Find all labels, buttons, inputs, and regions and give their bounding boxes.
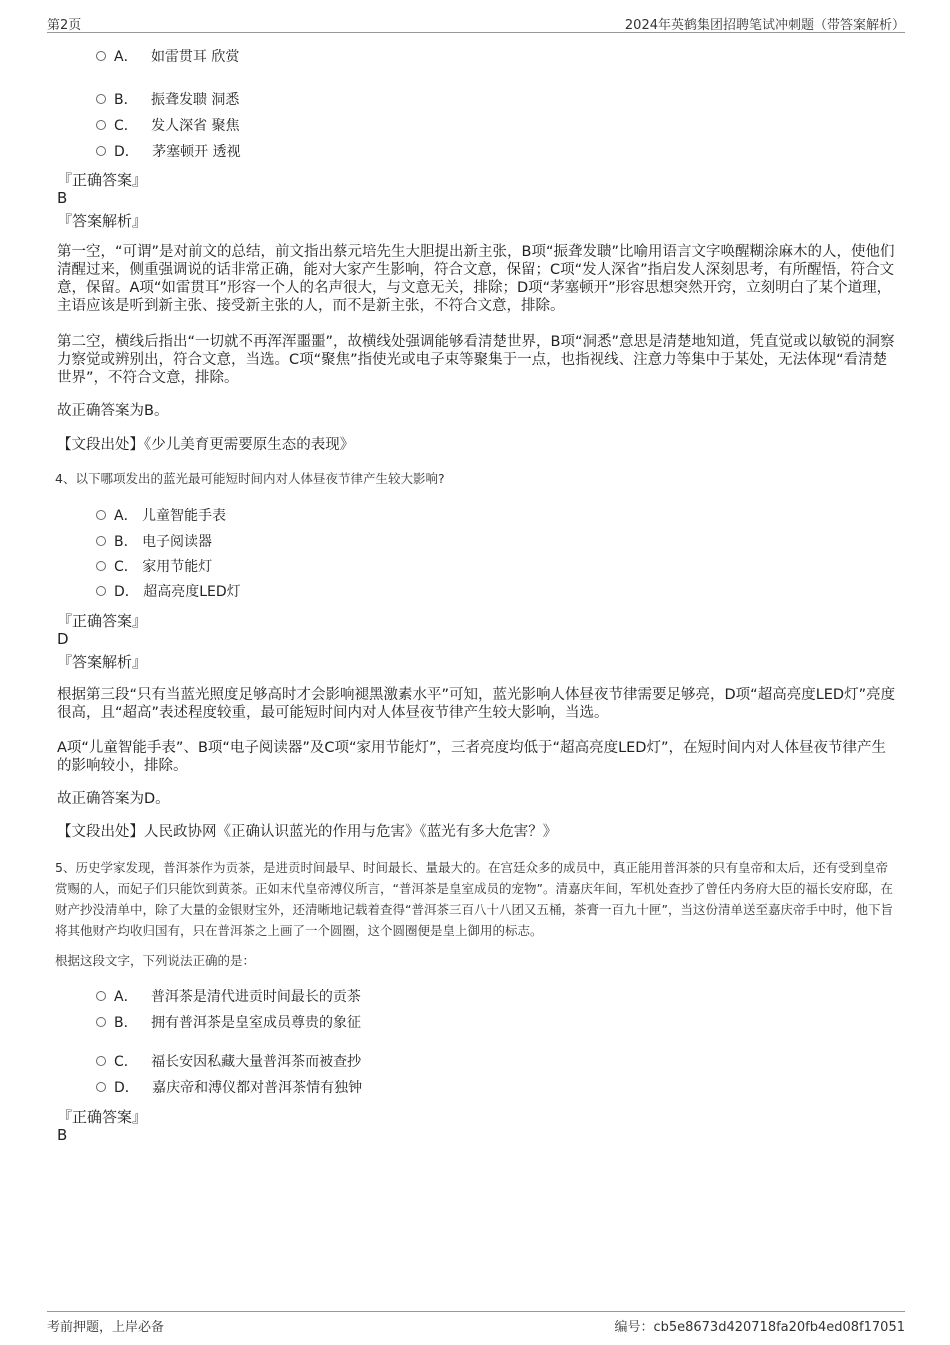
q4-analysis-para-1: 根据第三段“只有当蓝光照度足够高时才会影响褪黑激素水平”可知，蓝光影响人体昼夜节律需要足够亮，D项“超高亮度LED灯”亮度很高，且“超高”表述程度较重，最可能短时间内对人体昼夜节律产生较大影响，当选。 bbox=[57, 687, 896, 721]
q5-prompt: 根据这段文字，下列说法正确的是： bbox=[55, 953, 256, 968]
radio-icon[interactable] bbox=[96, 51, 106, 61]
q3-option-b[interactable]: B． 振聋发聩 洞悉 bbox=[96, 90, 239, 110]
q3-option-a[interactable]: A． 如雷贯耳 欣赏 bbox=[96, 47, 239, 67]
radio-icon[interactable] bbox=[96, 536, 106, 546]
page-number: 第2页 bbox=[47, 18, 82, 33]
q4-answer: D bbox=[57, 630, 69, 648]
document-id: 编号：cb5e8673d420718fa20fb4ed08f17051 bbox=[614, 1320, 905, 1335]
q3-option-c[interactable]: C． 发人深省 聚焦 bbox=[96, 116, 240, 136]
page-footer bbox=[47, 1311, 905, 1342]
q3-analysis-para-2: 第二空，横线后指出“一切就不再浑浑噩噩”，故横线处强调能够看清楚世界，B项“洞悉”意思是清楚地知道，凭直觉或以敏锐的洞察力察觉或辨别出，符合文意，当选。C项“聚焦”指使光或电子束等聚集于一点，也指视线、注意力等集中于某处，无法体现“看清楚世界”，不符合文意，排除。 bbox=[57, 334, 895, 386]
q4-answer-label: 『正确答案』 bbox=[57, 612, 148, 630]
q4-conclusion: 故正确答案为D。 bbox=[57, 791, 170, 807]
radio-icon[interactable] bbox=[96, 120, 106, 130]
page-header bbox=[47, 10, 905, 33]
q5-option-d[interactable]: D． 嘉庆帝和溥仪都对普洱茶情有独钟 bbox=[96, 1078, 362, 1098]
q5-option-b[interactable]: B． 拥有普洱茶是皇室成员尊贵的象征 bbox=[96, 1013, 361, 1033]
radio-icon[interactable] bbox=[96, 94, 106, 104]
radio-icon[interactable] bbox=[96, 1017, 106, 1027]
q5-answer-label: 『正确答案』 bbox=[57, 1108, 148, 1126]
radio-icon[interactable] bbox=[96, 1082, 106, 1092]
radio-icon[interactable] bbox=[96, 510, 106, 520]
q5-option-a[interactable]: A． 普洱茶是清代进贡时间最长的贡茶 bbox=[96, 987, 361, 1007]
q3-conclusion: 故正确答案为B。 bbox=[57, 403, 169, 419]
q4-question: 4、以下哪项发出的蓝光最可能短时间内对人体昼夜节律产生较大影响? bbox=[55, 471, 445, 486]
q5-question: 5、历史学家发现，普洱茶作为贡茶，是进贡时间最早、时间最长、量最大的。在宫廷众多的成员中，真正能用普洱茶的只有皇帝和太后，还有受到皇帝赏赐的人，而妃子们只能饮到黄茶。正如末代皇帝溥仪所言，“普洱茶是皇室成员的宠物”。清嘉庆年间，军机处查抄了曾任内务府大臣的福长安府邸，在财产抄没清单中，除了大量的金银财宝外，还清晰地记载着查得“普洱茶三百八十八团又五桶，茶膏一百九十匣”，当这份清单送至嘉庆帝手中时，他下旨将其他财产均收归国有，只在普洱茶之上画了一个圆圈，这个圆圈便是皇上御用的标志。 bbox=[55, 860, 893, 938]
q3-source: 【文段出处】《少儿美育更需要原生态的表现》 bbox=[57, 437, 355, 453]
q4-analysis-para-2: A项“儿童智能手表”、B项“电子阅读器”及C项“家用节能灯”，三者亮度均低于“超高亮度LED灯”，在短时间内对人体昼夜节律产生的影响较小，排除。 bbox=[57, 740, 886, 774]
q4-source: 【文段出处】人民政协网《正确认识蓝光的作用与危害》《蓝光有多大危害？》 bbox=[57, 824, 558, 840]
q5-answer: B bbox=[57, 1126, 68, 1144]
q3-answer: B bbox=[57, 189, 68, 207]
footer-slogan: 考前押题，上岸必备 bbox=[47, 1320, 165, 1335]
q4-analysis-label: 『答案解析』 bbox=[57, 653, 148, 671]
q4-option-a[interactable]: A． 儿童智能手表 bbox=[96, 506, 226, 526]
radio-icon[interactable] bbox=[96, 1056, 106, 1066]
document-title: 2024年英鹤集团招聘笔试冲刺题（带答案解析） bbox=[624, 18, 905, 33]
q4-option-c[interactable]: C． 家用节能灯 bbox=[96, 557, 212, 577]
q3-analysis-para-1: 第一空，“可谓”是对前文的总结，前文指出蔡元培先生大胆提出新主张，B项“振聋发聩”比喻用语言文字唤醒糊涂麻木的人，使他们清醒过来，侧重强调说的话非常正确，能对大家产生影响，符合文意，保留；C项“发人深省”指启发人深刻思考，有所醒悟，符合文意，保留。A项“如雷贯耳”形容一个人的名声很大，与文意无关，排除；D项“茅塞顿开”形容思想突然开窍，立刻明白了某个道理，主语应该是听到新主张、接受新主张的人，而不是新主张，不符合文意，排除。 bbox=[57, 244, 895, 314]
radio-icon[interactable] bbox=[96, 146, 106, 156]
q3-answer-label: 『正确答案』 bbox=[57, 171, 148, 189]
radio-icon[interactable] bbox=[96, 561, 106, 571]
q4-option-b[interactable]: B． 电子阅读器 bbox=[96, 532, 212, 552]
q3-analysis-label: 『答案解析』 bbox=[57, 212, 148, 230]
q4-option-d[interactable]: D． 超高亮度LED灯 bbox=[96, 582, 241, 602]
q5-option-c[interactable]: C． 福长安因私藏大量普洱茶而被查抄 bbox=[96, 1052, 361, 1072]
q3-option-d[interactable]: D． 茅塞顿开 透视 bbox=[96, 142, 241, 162]
radio-icon[interactable] bbox=[96, 991, 106, 1001]
radio-icon[interactable] bbox=[96, 586, 106, 596]
